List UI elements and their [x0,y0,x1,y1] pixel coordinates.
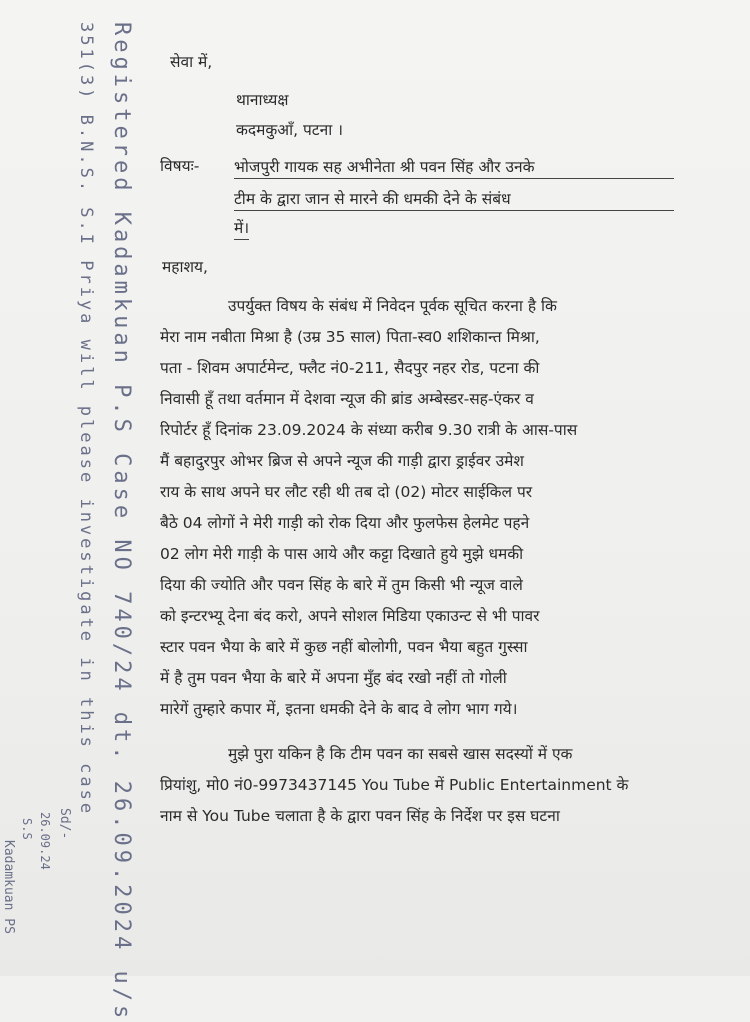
margin-endorsement-line1: Registered Kadamkuan P.S Case NO 740/24 dt. 26.09.2024 u/s [109,22,134,1022]
subject-label: विषयः- [160,157,200,175]
salutation-to: सेवा में, [170,53,213,71]
recipient-title: थानाध्यक्ष [236,91,289,109]
para1-line: राय के साथ अपने घर लौट रही थी तब दो (02) मोटर साईकिल पर [160,483,533,501]
subject-line-3: में। [234,218,249,240]
para2-line: प्रियांशु, मो0 नं0-9973437145 You Tube में Public Entertainment के [160,776,629,794]
margin-signature: Sd/- [57,808,72,840]
para1-line: निवासी हूँ तथा वर्तमान में देशवा न्यूज की ब्रांड अम्बेस्डर-सह-एंकर व [160,390,534,408]
margin-endorsement-line2: 351(3) B.N.S. S.I Priya will please investigate in this case [76,22,96,817]
para1-line: 02 लोग मेरी गाड़ी के पास आये और कट्टा दिखाते हुये मुझे धमकी [160,545,524,563]
para1-line: मारेगें तुम्हारे कपार में, इतना धमकी देने के बाद वे लोग भाग गये। [160,700,518,718]
para1-line: रिपोर्टर हूँ दिनांक 23.09.2024 के संध्या करीब 9.30 रात्री के आस-पास [160,421,578,439]
para1-line: को इन्टरभ्यू देना बंद करो, अपने सोशल मिडिया एकाउन्ट से भी पावर [160,607,540,625]
para2-line: मुझे पुरा यकिन है कि टीम पवन का सबसे खास सदस्यों में एक [228,745,573,763]
margin-signature-title: S.S [20,818,34,840]
subject-line-2: टीम के द्वारा जान से मारने की धमकी देने के संबंध [234,189,674,211]
para1-line: बैठे 04 लोगों ने मेरी गाड़ी को रोक दिया और फुलफेस हेलमेट पहने [160,514,530,532]
margin-signature-office: Kadamkuan PS [1,840,16,934]
recipient-address: कदमकुआँ, पटना । [236,121,344,139]
para1-line: स्टार पवन भैया के बारे में कुछ नहीं बोलोगी, पवन भैया बहुत गुस्सा [160,638,528,656]
margin-signature-date: 26.09.24 [38,812,52,870]
subject-line-1: भोजपुरी गायक सह अभीनेता श्री पवन सिंह और उनके [234,157,674,179]
para1-line: मैं बहादुरपुर ओभर ब्रिज से अपने न्यूज की गाड़ी द्वारा ड्राईवर उमेश [160,452,524,470]
para1-line: पता - शिवम अपार्टमेन्ट, फ्लैट नं0-211, सैदपुर नहर रोड, पटना की [160,359,540,377]
para2-line: नाम से You Tube चलाता है के द्वारा पवन सिंह के निर्देश पर इस घटना [160,807,560,825]
para1-line: दिया की ज्योति और पवन सिंह के बारे में तुम किसी भी न्यूज वाले [160,576,523,594]
para1-line: में है तुम पवन भैया के बारे में अपना मुँह बंद रखो नहीं तो गोली [160,669,507,687]
para1-line: उपर्युक्त विषय के संबंध में निवेदन पूर्वक सूचित करना है कि [228,297,557,315]
greeting: महाशय, [162,258,208,276]
para1-line: मेरा नाम नबीता मिश्रा है (उम्र 35 साल) पिता-स्व0 शशिकान्त मिश्रा, [160,328,540,346]
